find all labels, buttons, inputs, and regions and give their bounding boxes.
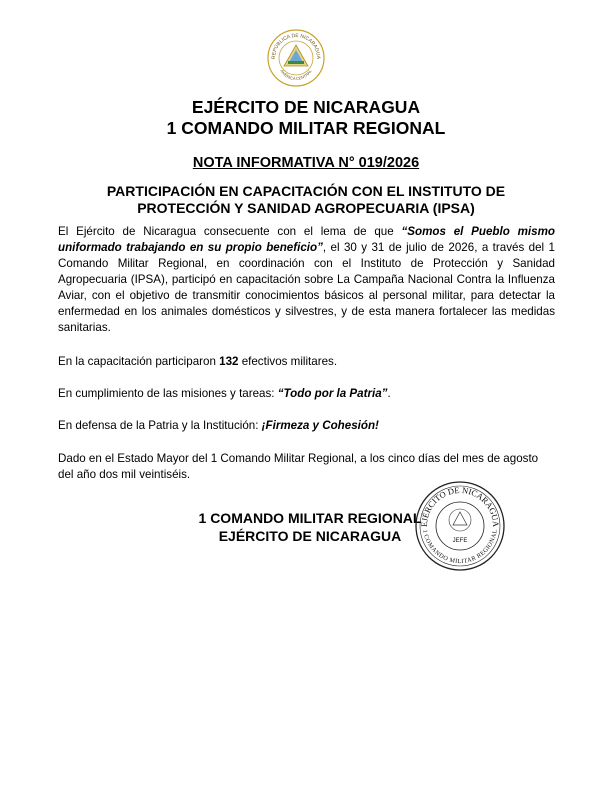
paragraph-participants (58, 354, 555, 370)
participant-count: 132 (219, 355, 239, 368)
org-name: EJÉRCITO DE NICARAGUA (191, 97, 421, 117)
national-seal-icon (266, 28, 326, 88)
stamp-ring-top: EJÉRCITO DE NICARAGUA (418, 484, 502, 528)
svg-text:AMÉRICA CENTRAL (279, 68, 313, 81)
nota-number: NOTA INFORMATIVA N° 019/2026 (192, 155, 420, 171)
stamp-ring-bottom: 1 COMANDO MILITAR REGIONAL (421, 529, 499, 566)
subject-line-1: PARTICIPACIÓN EN CAPACITACIÓN CON EL INSTITUTO DE (106, 183, 506, 199)
paragraph-defense (58, 418, 555, 434)
organization-heading (0, 97, 612, 139)
paragraph-missions (58, 386, 555, 402)
p2-text-b: efectivos militares. (238, 355, 338, 368)
paragraph-dated: Dado en el Estado Mayor del 1 Comando Militar Regional, a los cinco días del mes de agosto del año dos mil veintiséis. (58, 452, 539, 481)
p1-text-a: El Ejército de Nicaragua consecuente con el lema de que (58, 225, 402, 238)
signature-command: 1 COMANDO MILITAR REGIONAL (198, 510, 422, 526)
official-stamp-icon (414, 480, 506, 572)
signature-army: EJÉRCITO DE NICARAGUA (218, 528, 402, 544)
subject-heading (0, 183, 612, 216)
paragraph-main (58, 224, 555, 336)
seal-ring-text: REPÚBLICA DE NICARAGUA (270, 32, 322, 60)
command-name: 1 COMANDO MILITAR REGIONAL (166, 118, 446, 138)
motto-firmeza: ¡Firmeza y Cohesión! (261, 419, 379, 432)
motto-patria: “Todo por la Patria” (277, 387, 388, 400)
svg-text:1 COMANDO MILITAR REGIONAL (421, 529, 499, 565)
svg-text:EJÉRCITO DE NICARAGUA (419, 485, 501, 528)
stamp-center-text: JEFE (452, 538, 468, 544)
p2-text-a: En la capacitación participaron (58, 355, 220, 368)
motto-pueblo: “Somos el Pueblo mismo uniformado trabajando en su propio beneficio” (58, 225, 555, 254)
p4-text-a: En defensa de la Patria y la Institución: (58, 419, 262, 432)
p3-text-a: En cumplimiento de las misiones y tareas: (58, 387, 278, 400)
p3-text-b: . (387, 387, 391, 400)
p1-text-b: , el 30 y 31 de julio de 2026, a través del 1 Comando Militar Regional, en coordinación con el Instituto de Protección y Sanidad Agropecuaria (IPSA), participó en capacitación sobre La Campaña Nacional Contra la Influenza Aviar, con el objetivo de transmitir conocimientos básicos al personal militar, para detectar la enfermedad en los animales domésticos y silvestres, y de esta manera fortalecer las medidas sanitarias. (58, 241, 555, 334)
subject-line-2: PROTECCIÓN Y SANIDAD AGROPECUARIA (IPSA) (137, 199, 475, 216)
seal-bottom-text: AMÉRICA CENTRAL (279, 68, 313, 82)
